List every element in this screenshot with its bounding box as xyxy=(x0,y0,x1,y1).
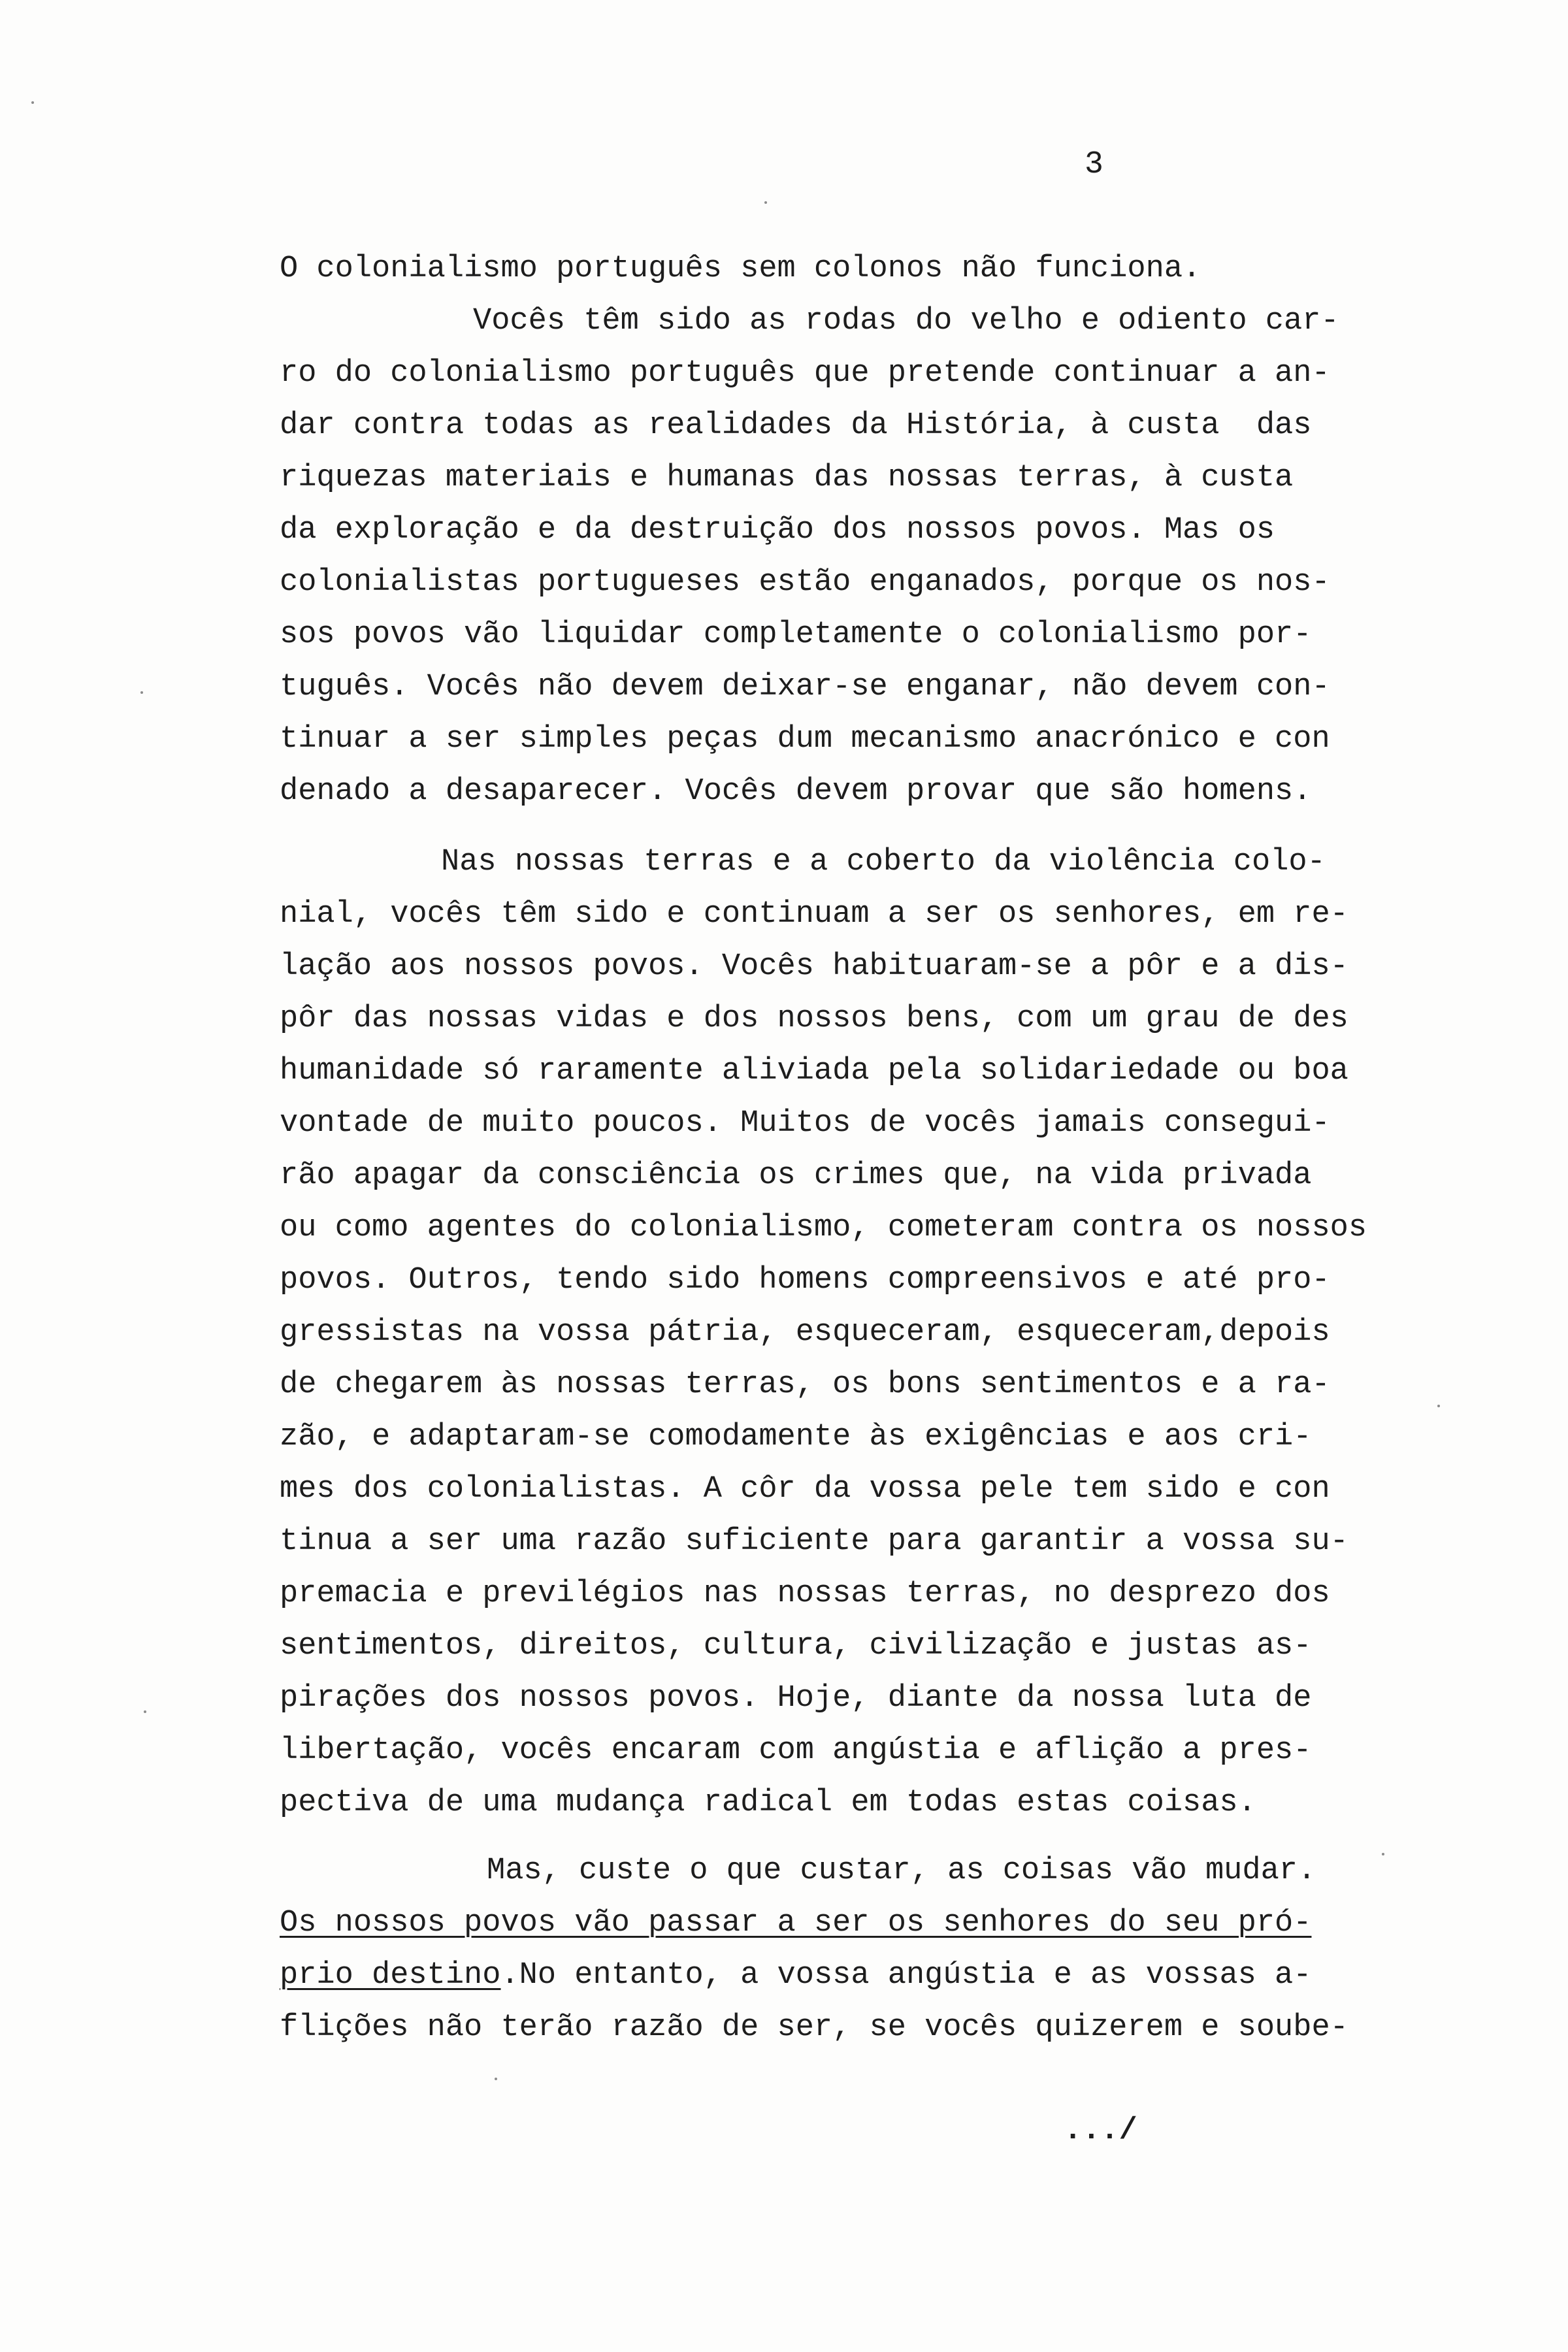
text-line: colonialistas portugueses estão enganados, porque os nos- xyxy=(280,565,1330,600)
text-line: rão apagar da consciência os crimes que, na vida privada xyxy=(280,1158,1312,1193)
text-line: vontade de muito poucos. Muitos de vocês jamais consegui- xyxy=(280,1106,1330,1141)
text-line: pirações dos nossos povos. Hoje, diante da nossa luta de xyxy=(280,1681,1312,1716)
text-line: tinuar a ser simples peças dum mecanismo anacrónico e con xyxy=(280,722,1330,757)
text-line: lação aos nossos povos. Vocês habituaram-se a pôr e a dis- xyxy=(280,949,1348,984)
text-line: ro do colonialismo português que pretende continuar a an- xyxy=(280,356,1330,391)
text-line: libertação, vocês encaram com angústia e aflição a pres- xyxy=(280,1733,1312,1768)
text-line: nial, vocês têm sido e continuam a ser os senhores, em re- xyxy=(280,897,1348,932)
page-number: 3 xyxy=(1085,147,1103,182)
text-line: O colonialismo português sem colonos não funciona. xyxy=(280,252,1201,286)
text-line: dar contra todas as realidades da História, à custa das xyxy=(280,408,1312,443)
text-line: Nas nossas terras e a coberto da violência colo- xyxy=(441,845,1326,879)
text-line: da exploração e da destruição dos nossos povos. Mas os xyxy=(280,513,1275,547)
continuation-mark: .../ xyxy=(1064,2114,1137,2148)
text-line: Vocês têm sido as rodas do velho e odiento car- xyxy=(473,304,1339,338)
scan-speck xyxy=(764,201,767,204)
text-line: humanidade só raramente aliviada pela solidariedade ou boa xyxy=(280,1054,1348,1088)
text-line: gressistas na vossa pátria, esqueceram, esqueceram,depois xyxy=(280,1315,1330,1350)
text-line: zão, e adaptaram-se comodamente às exigências e aos cri- xyxy=(280,1420,1312,1454)
scan-speck xyxy=(31,101,34,104)
text-line: mes dos colonialistas. A côr da vossa pele tem sido e con xyxy=(280,1472,1330,1507)
text-line: pectiva de uma mudança radical em todas estas coisas. xyxy=(280,1786,1256,1820)
underlined-phrase: prio destino xyxy=(280,1958,501,1993)
text-line: tinua a ser uma razão suficiente para garantir a vossa su- xyxy=(280,1524,1348,1559)
scan-speck xyxy=(495,2078,497,2080)
text-line: flições não terão razão de ser, se vocês quizerem e soube- xyxy=(280,2010,1348,2045)
text-line: riquezas materiais e humanas das nossas terras, à custa xyxy=(280,461,1294,495)
text-line: ou como agentes do colonialismo, cometeram contra os nossos xyxy=(280,1211,1367,1245)
scan-speck xyxy=(1437,1405,1440,1407)
text-line: Mas, custe o que custar, as coisas vão mudar. xyxy=(487,1854,1316,1888)
scan-speck xyxy=(140,691,143,694)
text-line: de chegarem às nossas terras, os bons sentimentos e a ra- xyxy=(280,1367,1330,1402)
text-line: sentimentos, direitos, cultura, civilização e justas as- xyxy=(280,1629,1312,1663)
text-line: tuguês. Vocês não devem deixar-se enganar, não devem con- xyxy=(280,670,1330,704)
text-line: sos povos vão liquidar completamente o colonialismo por- xyxy=(280,617,1312,652)
scan-speck xyxy=(144,1710,146,1713)
text-line xyxy=(280,1956,1311,1995)
text-line: pôr das nossas vidas e dos nossos bens, com um grau de des xyxy=(280,1002,1348,1036)
text-line: povos. Outros, tendo sido homens compreensivos e até pro- xyxy=(280,1263,1330,1298)
line-rest: .No entanto, a vossa angústia e as vossas a- xyxy=(500,1958,1312,1993)
scan-speck xyxy=(1382,1853,1384,1855)
text-line: denado a desaparecer. Vocês devem provar que são homens. xyxy=(280,774,1312,809)
text-line: premacia e previlégios nas nossas terras, no desprezo dos xyxy=(280,1576,1330,1611)
underlined-text-line: Os nossos povos vão passar a ser os senhores do seu pró- xyxy=(280,1906,1312,1940)
